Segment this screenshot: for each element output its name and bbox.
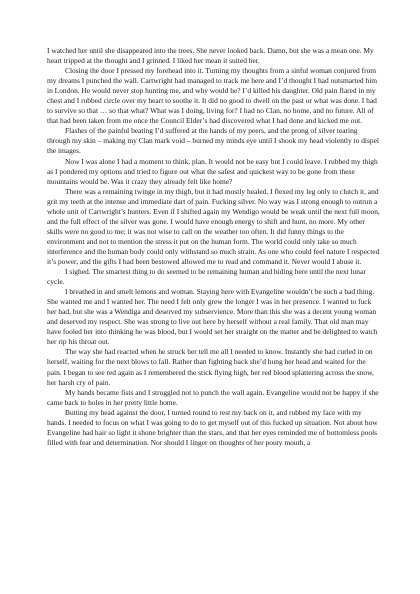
paragraph: There was a remaining twinge in my thigh, but it had mostly healed. I flexed my leg only to clutch it, and grit my teeth at the intense and immediate dart of pain. Fucking silver. No way was I strong enough to outrun a whole unit of Cartwright’s hunters. Even if I shifted again my Wendigo would be weak until the next full moon, and the full effect of the silver was gone. I would have enough energy to shift and hunt, no more. My other skills were no good to me; it was not wise to call on the weather too often. It did funny things to the environment and not to mention the stress it put on the human form. The world could only take so much interference and the human body could only withstand so much strain. As one who could feel nature I respected it’s power, and the gifts I had been bestowed allowed me to read and command it. Never would I abuse it.: [47, 186, 380, 266]
paragraph: I breathed in and smelt lemons and woman. Staying here with Evangeline wouldn’t be such a bad thing. She wanted me and I wanted her. The need I felt only grew the longer I was in her presence. I wanted to fuck her bad, but she was a Wendiga and deserved my subservience. More than this she was a decent young woman and deserved my respect. She was strong to live out here by herself without a real family. That old man may have fooled her into thinking he was blood, but I would set her straight on the matter and be delighted to watch her rip his throat out.: [47, 287, 378, 347]
paragraph: Now I was alone I had a moment to think, plan. It would not be easy but I could leave. I rubbed my thigh as I pondered my options and tried to figure out what the safest and quickest way to be gone from these mountains would be. Was it crazy they already felt like home?: [47, 156, 378, 186]
paragraph: The way she had reacted when he struck her tell me all I needed to know. Instantly she bad curled in on herself, waiting for the next blows to fall. Rather than fighting back she’d hung her head and waited for the pain. I began to see red again as I remembered the stick flying high, her red blood splattering across the snow, her harsh cry of pain.: [47, 347, 374, 387]
paragraph: My hands became fists and I struggled not to punch the wall again. Evangeline would not be happy if she came back to holes in her pretty little home.: [47, 387, 379, 407]
paragraph: Butting my head against the door, I turned round to rest my back on it, and rubbed my face with my hands. I needed to focus on what I was going to do to get myself out of this fucked up situation. Not about how Evangeline had hair so light it shone brighter than the stars, and that her eyes reminded me of bottomless pools filled with fear and determination. Nor should I linger on thoughts of her pouty mouth, a: [47, 407, 378, 447]
document-body: [47, 46, 380, 448]
paragraph: Closing the door I pressed my forehead into it. Turning my thoughts from a sinful woman conjured from my dreams I punched the wall. Cartwright had managed to track me here and I’d thought I had outsmarted him in London. He would never stop hunting me, and why would he? I’d killed his daughter. Old pain flared in my chest and I rubbed circle over my heart to soothe it. It did no good to dwell on the past or what was done. I had to survive so that … so that what? What was I doing, living for? I had no Clan, no home, and no future. All of that had been taken from me once the Council Elder’s had discovered what I had done and kicked me out.: [47, 66, 378, 126]
paragraph: I sighed. The smartest thing to do seemed to be remaining human and hiding here until the next lunar cycle.: [47, 267, 366, 287]
paragraph: I watched her until she disappeared into the trees. She never looked back. Damn, but she was a mean one. My heart tripped at the thought and I grinned. I liked her mean it suited her.: [47, 46, 374, 66]
paragraph: Flashes of the painful beating I’d suffered at the hands of my peers, and the prong of silver tearing through my skin – making my Clan mark void – burned my minds eye until I shook my head violently to dispel the images.: [47, 126, 379, 156]
